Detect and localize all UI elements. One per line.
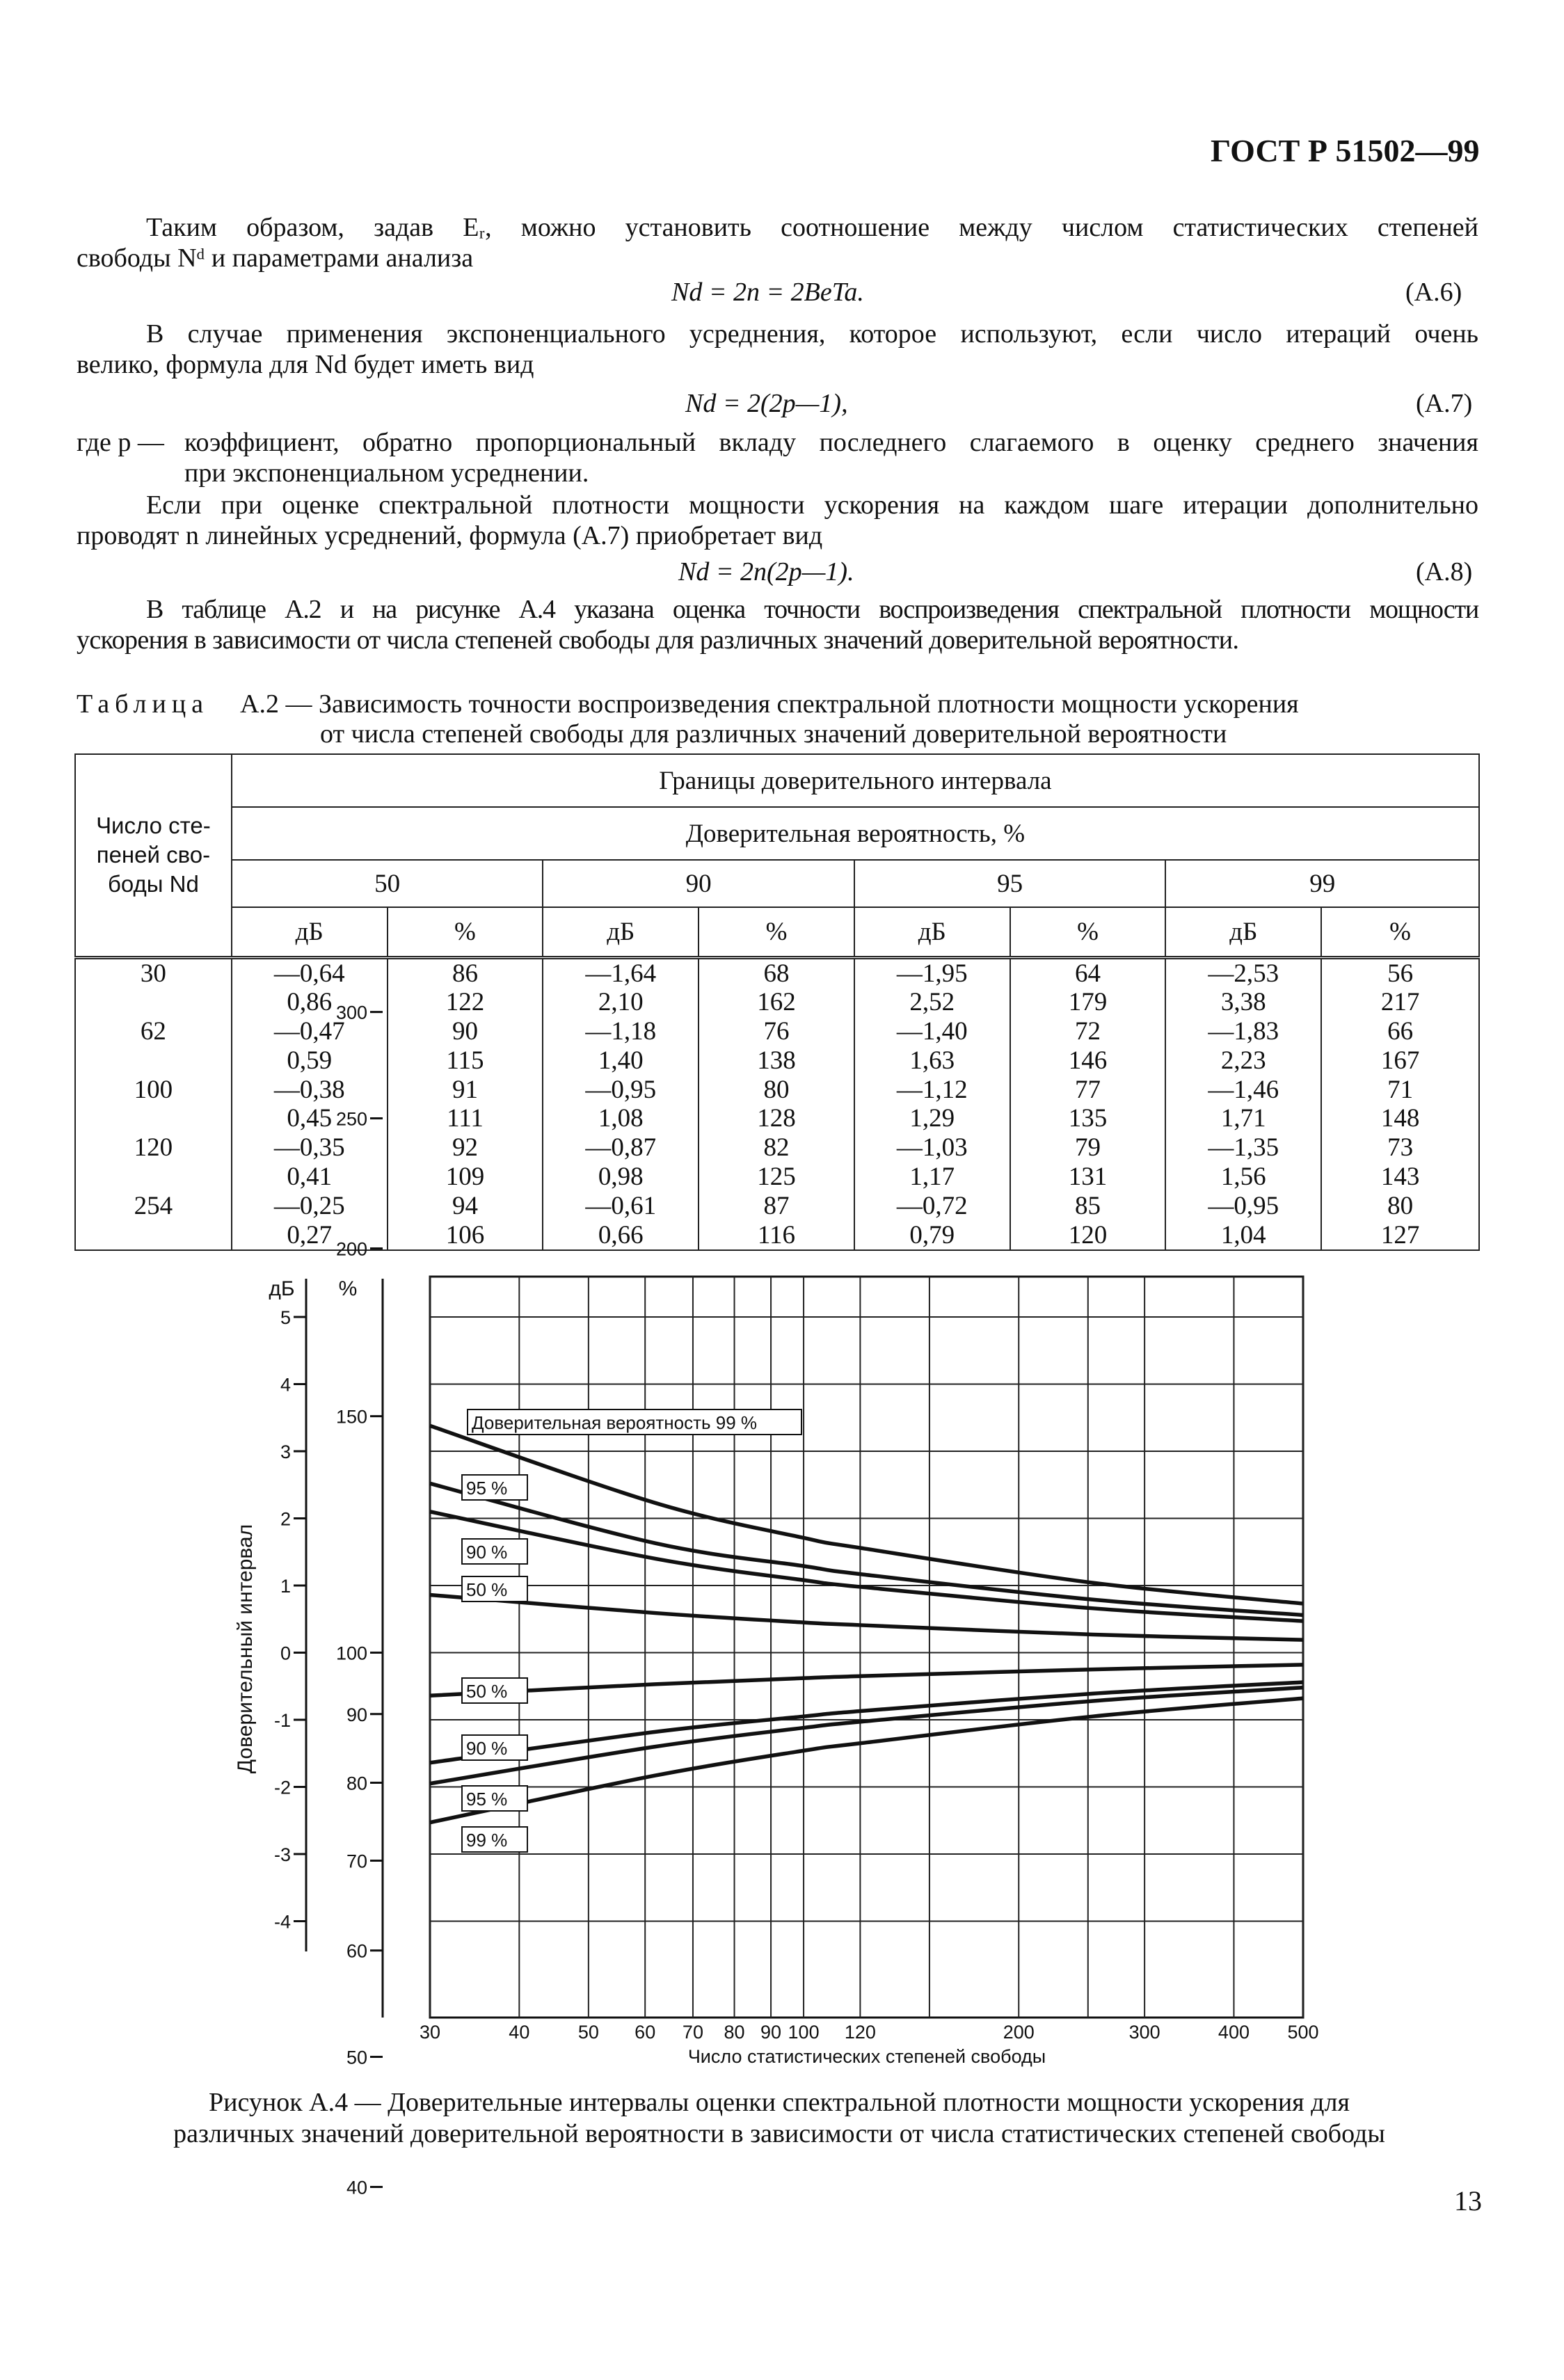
x-tick-label: 100 xyxy=(788,2022,820,2043)
db-tick-label: -3 xyxy=(273,1844,291,1865)
where-line1: коэффициент, обратно пропорциональный вкладу последнего слагаемого в оценку среднего значения xyxy=(184,428,1478,457)
figure-caption-line2: различных значений доверительной вероятности в зависимости от числа статистических степеней свободы xyxy=(173,2119,1385,2148)
unit-db: дБ xyxy=(1165,907,1321,957)
table-cell: 1,63 xyxy=(909,1046,955,1075)
db-tick-label: -4 xyxy=(273,1911,291,1933)
table-cell: 1,04 xyxy=(1220,1220,1266,1249)
table-cell: 72 xyxy=(1075,1017,1101,1046)
table-cell: 87 xyxy=(763,1191,790,1220)
equation-a8-label: (A.8) xyxy=(1416,557,1473,586)
pct-tick-label: 150 xyxy=(335,1406,367,1428)
table-cell: 86 xyxy=(452,959,478,988)
table-cell: 1,40 xyxy=(598,1046,644,1075)
nd-column xyxy=(75,957,232,1250)
para1-line1: Таким образом, задав Eᵣ, можно установить соотношение между числом статистических степеней xyxy=(146,213,1478,242)
pct-tick-label: 60 xyxy=(346,1940,367,1962)
series-label: 50 % xyxy=(466,1681,508,1702)
figure-caption-line1: Рисунок А.4 — Доверительные интервалы оценки спектральной плотности мощности ускорения для xyxy=(209,2088,1350,2117)
table-cell: 91 xyxy=(452,1075,478,1104)
table-cell: 120 xyxy=(1068,1220,1108,1249)
table-cell: 0,45 xyxy=(287,1104,333,1133)
table-cell: —1,18 xyxy=(585,1017,657,1046)
document-header: ГОСТ Р 51502—99 xyxy=(1211,133,1480,168)
data-table xyxy=(74,753,1480,1251)
table-cell: —2,53 xyxy=(1208,959,1279,988)
unit-pct: % xyxy=(699,907,854,957)
equation-a6-label: (A.6) xyxy=(1405,278,1462,307)
chart-series xyxy=(430,1425,1303,1822)
para1-line2: свободы Nᵈ и параметрами анализа xyxy=(77,243,474,273)
x-tick-label: 70 xyxy=(682,2022,703,2043)
db-axis-title: дБ xyxy=(269,1277,295,1300)
pct-tick-label: 250 xyxy=(335,1108,367,1130)
table-cell: —0,61 xyxy=(585,1191,657,1220)
where-lead: где p — xyxy=(77,428,164,457)
para2-line2: велико, формула для Nd будет иметь вид xyxy=(77,350,534,379)
table-cell: —1,64 xyxy=(585,959,657,988)
x-tick-label: 40 xyxy=(509,2022,530,2043)
x-tick-label: 90 xyxy=(760,2022,782,2043)
table-cell: 2,52 xyxy=(909,988,955,1017)
nd-header: Число сте- пеней сво- боды Nd xyxy=(75,754,232,957)
equation-a8: Nd = 2n(2p—1). xyxy=(678,557,854,586)
table-cell: 1,56 xyxy=(1220,1163,1266,1192)
group-header: Границы доверительного интервала xyxy=(232,754,1479,807)
table-cell: —1,95 xyxy=(896,959,968,988)
table-cell: 73 xyxy=(1387,1133,1414,1163)
table-cell: 1,17 xyxy=(909,1163,955,1192)
table-cell: 1,08 xyxy=(598,1104,644,1133)
table-cell: —0,25 xyxy=(273,1191,345,1220)
series-label: 90 % xyxy=(466,1542,508,1563)
value-column xyxy=(699,957,854,1250)
pct-tick-label: 70 xyxy=(346,1851,367,1872)
unit-db: дБ xyxy=(232,907,388,957)
table-cell: 106 xyxy=(445,1220,485,1249)
unit-pct: % xyxy=(1321,907,1479,957)
table-cell: 71 xyxy=(1387,1075,1414,1104)
table-cell: 0,98 xyxy=(598,1163,644,1192)
table-cell: 0,66 xyxy=(598,1220,644,1249)
x-tick-label: 50 xyxy=(577,2022,599,2043)
table-cell: 127 xyxy=(1380,1220,1420,1249)
equation-a6: Nd = 2n = 2BeTa. xyxy=(671,278,864,307)
value-column xyxy=(543,957,699,1250)
table-cell: 0,86 xyxy=(287,988,333,1017)
table-cell: 135 xyxy=(1068,1104,1108,1133)
series-label: 50 % xyxy=(466,1579,508,1600)
para3-line2: проводят n линейных усреднений, формула (A.7) приобретает вид xyxy=(77,521,823,550)
x-tick-label: 80 xyxy=(724,2022,745,2043)
table-cell: 85 xyxy=(1075,1191,1101,1220)
table-cell: —0,87 xyxy=(585,1133,657,1163)
table-cell: —1,35 xyxy=(1208,1133,1279,1163)
plot-frame xyxy=(430,1277,1303,2018)
table-cell: —0,64 xyxy=(273,959,345,988)
para2-line1: В случае применения экспоненциального усреднения, которое используют, если число итераций очень xyxy=(146,319,1478,349)
db-tick-label: 4 xyxy=(280,1374,291,1396)
para3-line1: Если при оценке спектральной плотности мощности ускорения на каждом шаге итерации дополнительно xyxy=(146,490,1478,520)
table-cell: 179 xyxy=(1068,988,1108,1017)
x-tick-label: 400 xyxy=(1218,2022,1250,2043)
unit-db: дБ xyxy=(543,907,699,957)
value-column xyxy=(232,957,388,1250)
table-cell: 167 xyxy=(1380,1046,1420,1075)
equation-a7: Nd = 2(2p—1), xyxy=(685,389,848,418)
table-cell: —0,38 xyxy=(273,1075,345,1104)
table-cell: 116 xyxy=(757,1220,796,1249)
table-caption-line1: А.2 — Зависимость точности воспроизведения спектральной плотности мощности ускорения xyxy=(240,689,1299,719)
unit-pct: % xyxy=(1010,907,1166,957)
prob-95: 95 xyxy=(854,860,1166,907)
table-cell: 0,59 xyxy=(287,1046,333,1075)
db-tick-label: 3 xyxy=(280,1441,291,1462)
pct-tick-label: 90 xyxy=(346,1704,367,1725)
x-axis-label: Число статистических степеней свободы xyxy=(687,2046,1046,2067)
value-column xyxy=(388,957,543,1250)
table-cell: 125 xyxy=(757,1163,796,1192)
pct-tick-label: 100 xyxy=(335,1643,367,1664)
x-tick-label: 500 xyxy=(1287,2022,1319,2043)
series-label: 95 % xyxy=(466,1478,508,1499)
series-label: 90 % xyxy=(466,1738,508,1759)
series-label: 99 % xyxy=(466,1830,508,1851)
table-data-row xyxy=(75,957,1479,1250)
table-cell: 2,23 xyxy=(1220,1046,1266,1075)
x-tick-label: 30 xyxy=(419,2022,441,2043)
table-cell: 1,29 xyxy=(909,1104,955,1133)
pct-tick-label: 80 xyxy=(346,1773,367,1794)
para4-line1: В таблице А.2 и на рисунке А.4 указана оценка точности воспроизведения спектральной плотности мощности xyxy=(146,595,1478,624)
db-tick-label: -2 xyxy=(273,1777,291,1798)
pct-tick-label: 40 xyxy=(346,2177,367,2198)
table-cell: —0,72 xyxy=(896,1191,968,1220)
chart-grid xyxy=(430,1277,1303,2018)
nd-value: 100 xyxy=(134,1075,173,1104)
table-cell: 2,10 xyxy=(598,988,644,1017)
table-cell: 146 xyxy=(1068,1046,1108,1075)
table-cell: —1,12 xyxy=(896,1075,968,1104)
para4-line2: ускорения в зависимости от числа степеней свободы для различных значений доверительной вероятности. xyxy=(77,625,1239,655)
value-column xyxy=(1321,957,1479,1250)
equation-a7-label: (A.7) xyxy=(1416,389,1473,418)
table-cell: —0,95 xyxy=(1208,1191,1279,1220)
table-cell: 1,71 xyxy=(1220,1104,1266,1133)
table-cell: 148 xyxy=(1380,1104,1420,1133)
db-tick-label: 2 xyxy=(280,1508,291,1530)
table-cell: 0,41 xyxy=(287,1163,333,1192)
table-caption-line2: от числа степеней свободы для различных значений доверительной вероятности xyxy=(320,719,1227,749)
unit-db: дБ xyxy=(854,907,1010,957)
series-line xyxy=(430,1665,1303,1695)
x-tick-label: 120 xyxy=(844,2022,876,2043)
table-cell: 94 xyxy=(452,1191,478,1220)
table-cell: 143 xyxy=(1380,1163,1420,1192)
table-cell: 64 xyxy=(1075,959,1101,988)
prob-50: 50 xyxy=(232,860,543,907)
pct-tick-label: 200 xyxy=(335,1238,367,1260)
table-cell: 80 xyxy=(1387,1191,1414,1220)
table-cell: 68 xyxy=(763,959,790,988)
series-line xyxy=(430,1425,1303,1604)
series-line xyxy=(430,1595,1303,1640)
pct-tick-label: 300 xyxy=(335,1002,367,1023)
db-tick-label: 0 xyxy=(280,1643,291,1664)
x-tick-label: 60 xyxy=(635,2022,656,2043)
table-cell: 122 xyxy=(445,988,485,1017)
table-cell: 111 xyxy=(447,1104,484,1133)
table-cell: 79 xyxy=(1075,1133,1101,1163)
table-caption-prefix: Таблица xyxy=(77,689,209,719)
table-cell: 77 xyxy=(1075,1075,1101,1104)
nd-value: 120 xyxy=(134,1133,173,1163)
value-column xyxy=(854,957,1010,1250)
table-cell: —1,40 xyxy=(896,1017,968,1046)
table-cell: 0,27 xyxy=(287,1220,333,1249)
table-cell: 115 xyxy=(446,1046,484,1075)
series-label: Доверительная вероятность 99 % xyxy=(472,1412,758,1433)
table-cell: 92 xyxy=(452,1133,478,1163)
x-tick-label: 200 xyxy=(1003,2022,1035,2043)
series-line xyxy=(430,1688,1303,1784)
table-cell: —0,47 xyxy=(273,1017,345,1046)
value-column xyxy=(1165,957,1321,1250)
page-number: 13 xyxy=(1454,2185,1482,2217)
table-cell: 138 xyxy=(757,1046,796,1075)
table-cell: —0,95 xyxy=(585,1075,657,1104)
table-cell: 3,38 xyxy=(1220,988,1266,1017)
unit-pct: % xyxy=(388,907,543,957)
probability-header: Доверительная вероятность, % xyxy=(232,807,1479,860)
y-axis-label: Доверительный интервал xyxy=(234,1524,257,1774)
prob-99: 99 xyxy=(1165,860,1479,907)
table-cell: 128 xyxy=(757,1104,796,1133)
nd-value: 62 xyxy=(140,1017,166,1046)
db-tick-label: 1 xyxy=(280,1576,291,1597)
table-cell: 90 xyxy=(452,1017,478,1046)
table-cell: —1,46 xyxy=(1208,1075,1279,1104)
table-cell: 80 xyxy=(763,1075,790,1104)
table-cell: 56 xyxy=(1387,959,1414,988)
nd-value: 254 xyxy=(134,1191,173,1220)
table-cell: 82 xyxy=(763,1133,790,1163)
where-line2: при экспоненциальном усреднении. xyxy=(184,458,589,488)
table-cell: 162 xyxy=(757,988,796,1017)
table-cell: 217 xyxy=(1380,988,1420,1017)
table-cell: —1,83 xyxy=(1208,1017,1279,1046)
table-cell: 0,79 xyxy=(909,1220,955,1249)
pct-axis-title: % xyxy=(338,1277,358,1300)
table-cell: 131 xyxy=(1068,1163,1108,1192)
table-cell: —1,03 xyxy=(896,1133,968,1163)
series-label: 95 % xyxy=(466,1789,508,1810)
table-cell: 76 xyxy=(763,1017,790,1046)
prob-90: 90 xyxy=(543,860,854,907)
table-cell: 109 xyxy=(445,1163,485,1192)
x-tick-label: 300 xyxy=(1128,2022,1160,2043)
pct-tick-label: 50 xyxy=(346,2047,367,2068)
nd-value: 30 xyxy=(140,959,166,988)
db-tick-label: 5 xyxy=(280,1307,291,1328)
table-cell: —0,35 xyxy=(273,1133,345,1163)
table-cell: 66 xyxy=(1387,1017,1414,1046)
db-tick-label: -1 xyxy=(273,1710,291,1731)
value-column xyxy=(1010,957,1166,1250)
